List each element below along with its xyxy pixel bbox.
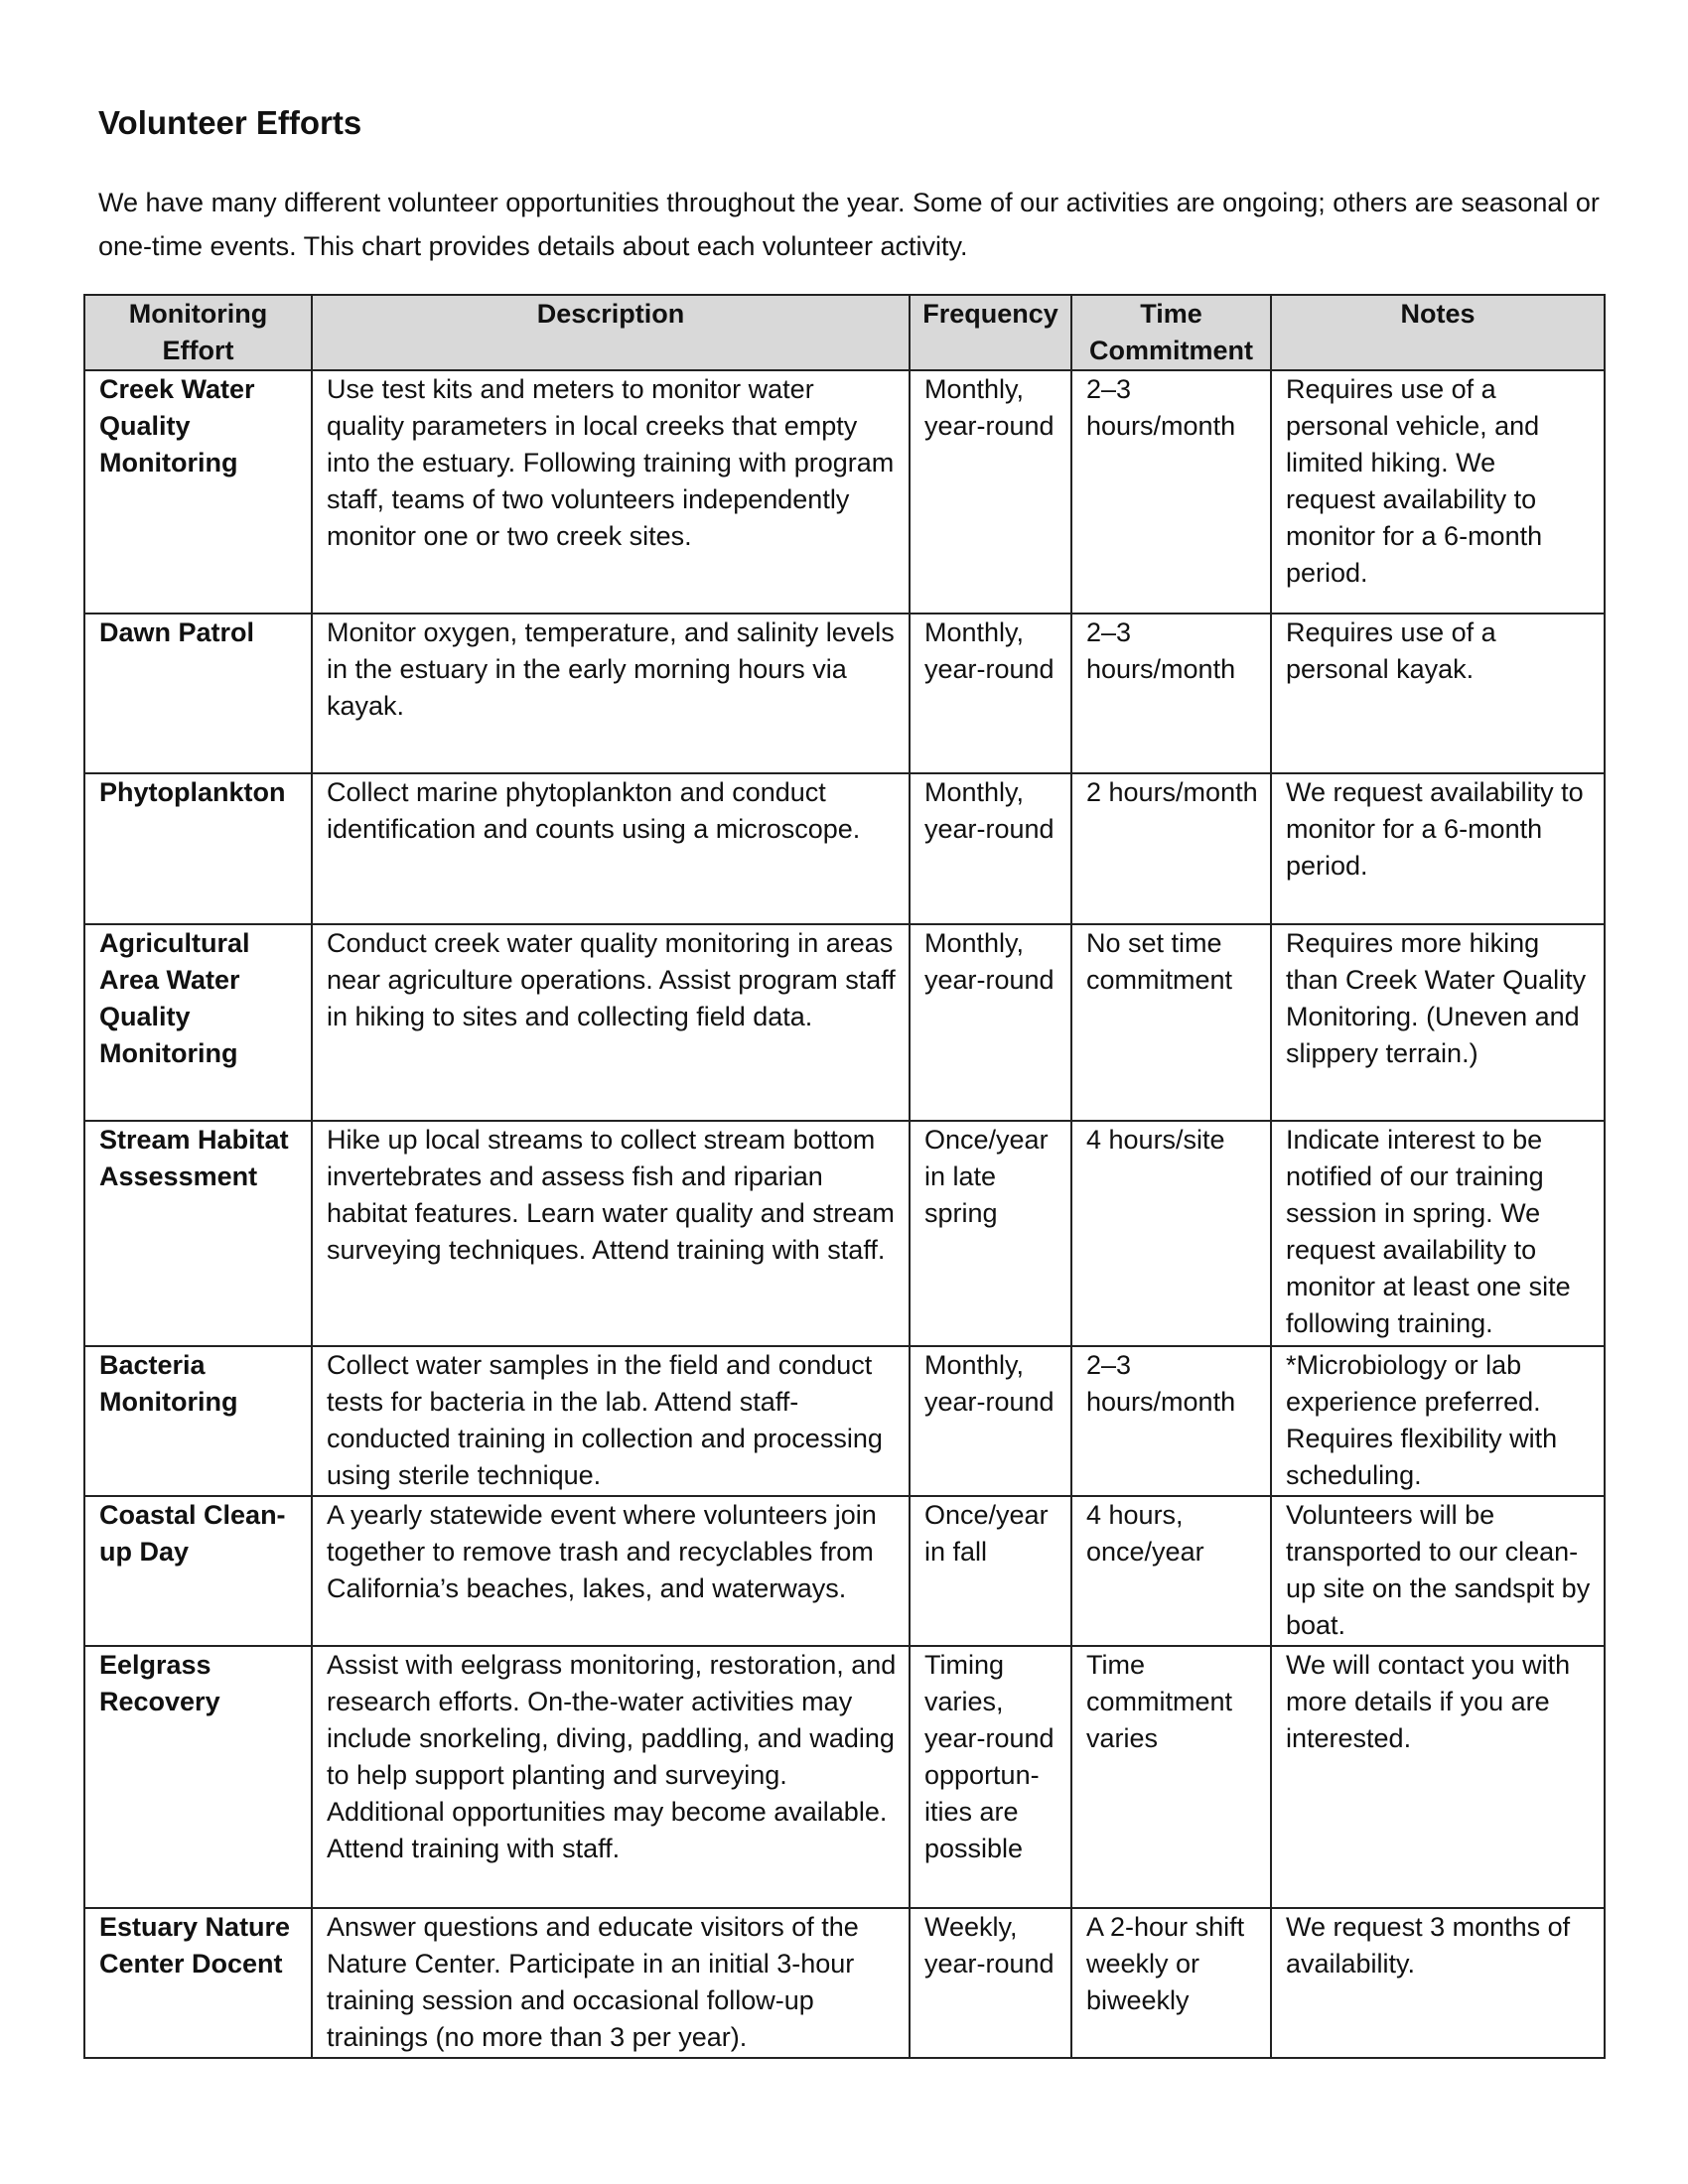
frequency-cell: Once/year in fall bbox=[910, 1496, 1071, 1646]
description-cell: Hike up local streams to collect stream bottom invertebrates and assess fish and riparian habitat features. Learn water quality and stream surveying techniques. Attend training with staff. bbox=[312, 1121, 910, 1346]
notes-cell: Volunteers will be transported to our clean-up site on the sandspit by boat. bbox=[1271, 1496, 1605, 1646]
effort-cell: Stream Habitat Assessment bbox=[84, 1121, 312, 1346]
frequency-cell: Monthly, year-round bbox=[910, 924, 1071, 1121]
notes-cell: *Microbiology or lab experience preferred. Requires flexibility with scheduling. bbox=[1271, 1346, 1605, 1496]
volunteer-efforts-table bbox=[83, 294, 1606, 2059]
effort-cell: Eelgrass Recovery bbox=[84, 1646, 312, 1908]
frequency-cell: Monthly, year-round bbox=[910, 773, 1071, 924]
frequency-cell: Weekly, year-round bbox=[910, 1908, 1071, 2058]
frequency-cell: Monthly, year-round bbox=[910, 614, 1071, 773]
description-cell: Collect marine phytoplankton and conduct identification and counts using a microscope. bbox=[312, 773, 910, 924]
effort-cell: Dawn Patrol bbox=[84, 614, 312, 773]
header-time-commitment: Time Commitment bbox=[1071, 295, 1271, 370]
effort-cell: Creek Water Quality Monitoring bbox=[84, 370, 312, 614]
table-row bbox=[84, 614, 1605, 773]
time-commitment-cell: 2 hours/month bbox=[1071, 773, 1271, 924]
time-commitment-cell: 2–3 hours/month bbox=[1071, 614, 1271, 773]
table-row bbox=[84, 370, 1605, 614]
table-body bbox=[84, 370, 1605, 2058]
effort-cell: Phytoplankton bbox=[84, 773, 312, 924]
description-cell: Collect water samples in the field and conduct tests for bacteria in the lab. Attend staff-conducted training in collection and processing using sterile technique. bbox=[312, 1346, 910, 1496]
description-cell: Monitor oxygen, temperature, and salinity levels in the estuary in the early morning hours via kayak. bbox=[312, 614, 910, 773]
header-description: Description bbox=[312, 295, 910, 370]
frequency-cell: Monthly, year-round bbox=[910, 370, 1071, 614]
description-cell: Answer questions and educate visitors of the Nature Center. Participate in an initial 3-hour training session and occasional follow-up trainings (no more than 3 per year). bbox=[312, 1908, 910, 2058]
effort-cell: Estuary Nature Center Docent bbox=[84, 1908, 312, 2058]
header-row bbox=[84, 295, 1605, 370]
table-row bbox=[84, 773, 1605, 924]
time-commitment-cell: Time commitment varies bbox=[1071, 1646, 1271, 1908]
notes-cell: We request 3 months of availability. bbox=[1271, 1908, 1605, 2058]
header-frequency: Frequency bbox=[910, 295, 1071, 370]
frequency-cell: Once/year in late spring bbox=[910, 1121, 1071, 1346]
frequency-cell: Timing varies, year-round opportun-ities are possible bbox=[910, 1646, 1071, 1908]
notes-cell: Indicate interest to be notified of our training session in spring. We request availability to monitor at least one site following training. bbox=[1271, 1121, 1605, 1346]
notes-cell: Requires use of a personal kayak. bbox=[1271, 614, 1605, 773]
notes-cell: Requires more hiking than Creek Water Quality Monitoring. (Uneven and slippery terrain.) bbox=[1271, 924, 1605, 1121]
notes-cell: Requires use of a personal vehicle, and limited hiking. We request availability to monitor for a 6-month period. bbox=[1271, 370, 1605, 614]
effort-cell: Agricultural Area Water Quality Monitoring bbox=[84, 924, 312, 1121]
notes-cell: We request availability to monitor for a 6-month period. bbox=[1271, 773, 1605, 924]
page-title: Volunteer Efforts bbox=[98, 104, 362, 141]
time-commitment-cell: 4 hours/site bbox=[1071, 1121, 1271, 1346]
description-cell: Assist with eelgrass monitoring, restoration, and research efforts. On-the-water activities may include snorkeling, diving, paddling, and wading to help support planting and surveying. Additional opportunities may become available. Attend training with staff. bbox=[312, 1646, 910, 1908]
description-cell: Conduct creek water quality monitoring in areas near agriculture operations. Assist program staff in hiking to sites and collecting field data. bbox=[312, 924, 910, 1121]
effort-cell: Coastal Clean-up Day bbox=[84, 1496, 312, 1646]
time-commitment-cell: 4 hours, once/year bbox=[1071, 1496, 1271, 1646]
table-row bbox=[84, 1646, 1605, 1908]
time-commitment-cell: No set time commitment bbox=[1071, 924, 1271, 1121]
table-row bbox=[84, 924, 1605, 1121]
header-notes: Notes bbox=[1271, 295, 1605, 370]
frequency-cell: Monthly, year-round bbox=[910, 1346, 1071, 1496]
description-cell: Use test kits and meters to monitor water quality parameters in local creeks that empty into the estuary. Following training with program staff, teams of two volunteers independently monitor one or two creek sites. bbox=[312, 370, 910, 614]
table-row bbox=[84, 1121, 1605, 1346]
header-monitoring-effort: Monitoring Effort bbox=[84, 295, 312, 370]
time-commitment-cell: A 2-hour shift weekly or biweekly bbox=[1071, 1908, 1271, 2058]
table-row bbox=[84, 1346, 1605, 1496]
intro-paragraph: We have many different volunteer opportunities throughout the year. Some of our activities are ongoing; others are seasonal or one-time events. This chart provides details about each volunteer activity. bbox=[98, 188, 1600, 261]
effort-cell: Bacteria Monitoring bbox=[84, 1346, 312, 1496]
table-row bbox=[84, 1908, 1605, 2058]
table-row bbox=[84, 1496, 1605, 1646]
description-cell: A yearly statewide event where volunteers join together to remove trash and recyclables from California’s beaches, lakes, and waterways. bbox=[312, 1496, 910, 1646]
notes-cell: We will contact you with more details if you are interested. bbox=[1271, 1646, 1605, 1908]
time-commitment-cell: 2–3 hours/month bbox=[1071, 370, 1271, 614]
time-commitment-cell: 2–3 hours/month bbox=[1071, 1346, 1271, 1496]
table-header bbox=[84, 295, 1605, 370]
